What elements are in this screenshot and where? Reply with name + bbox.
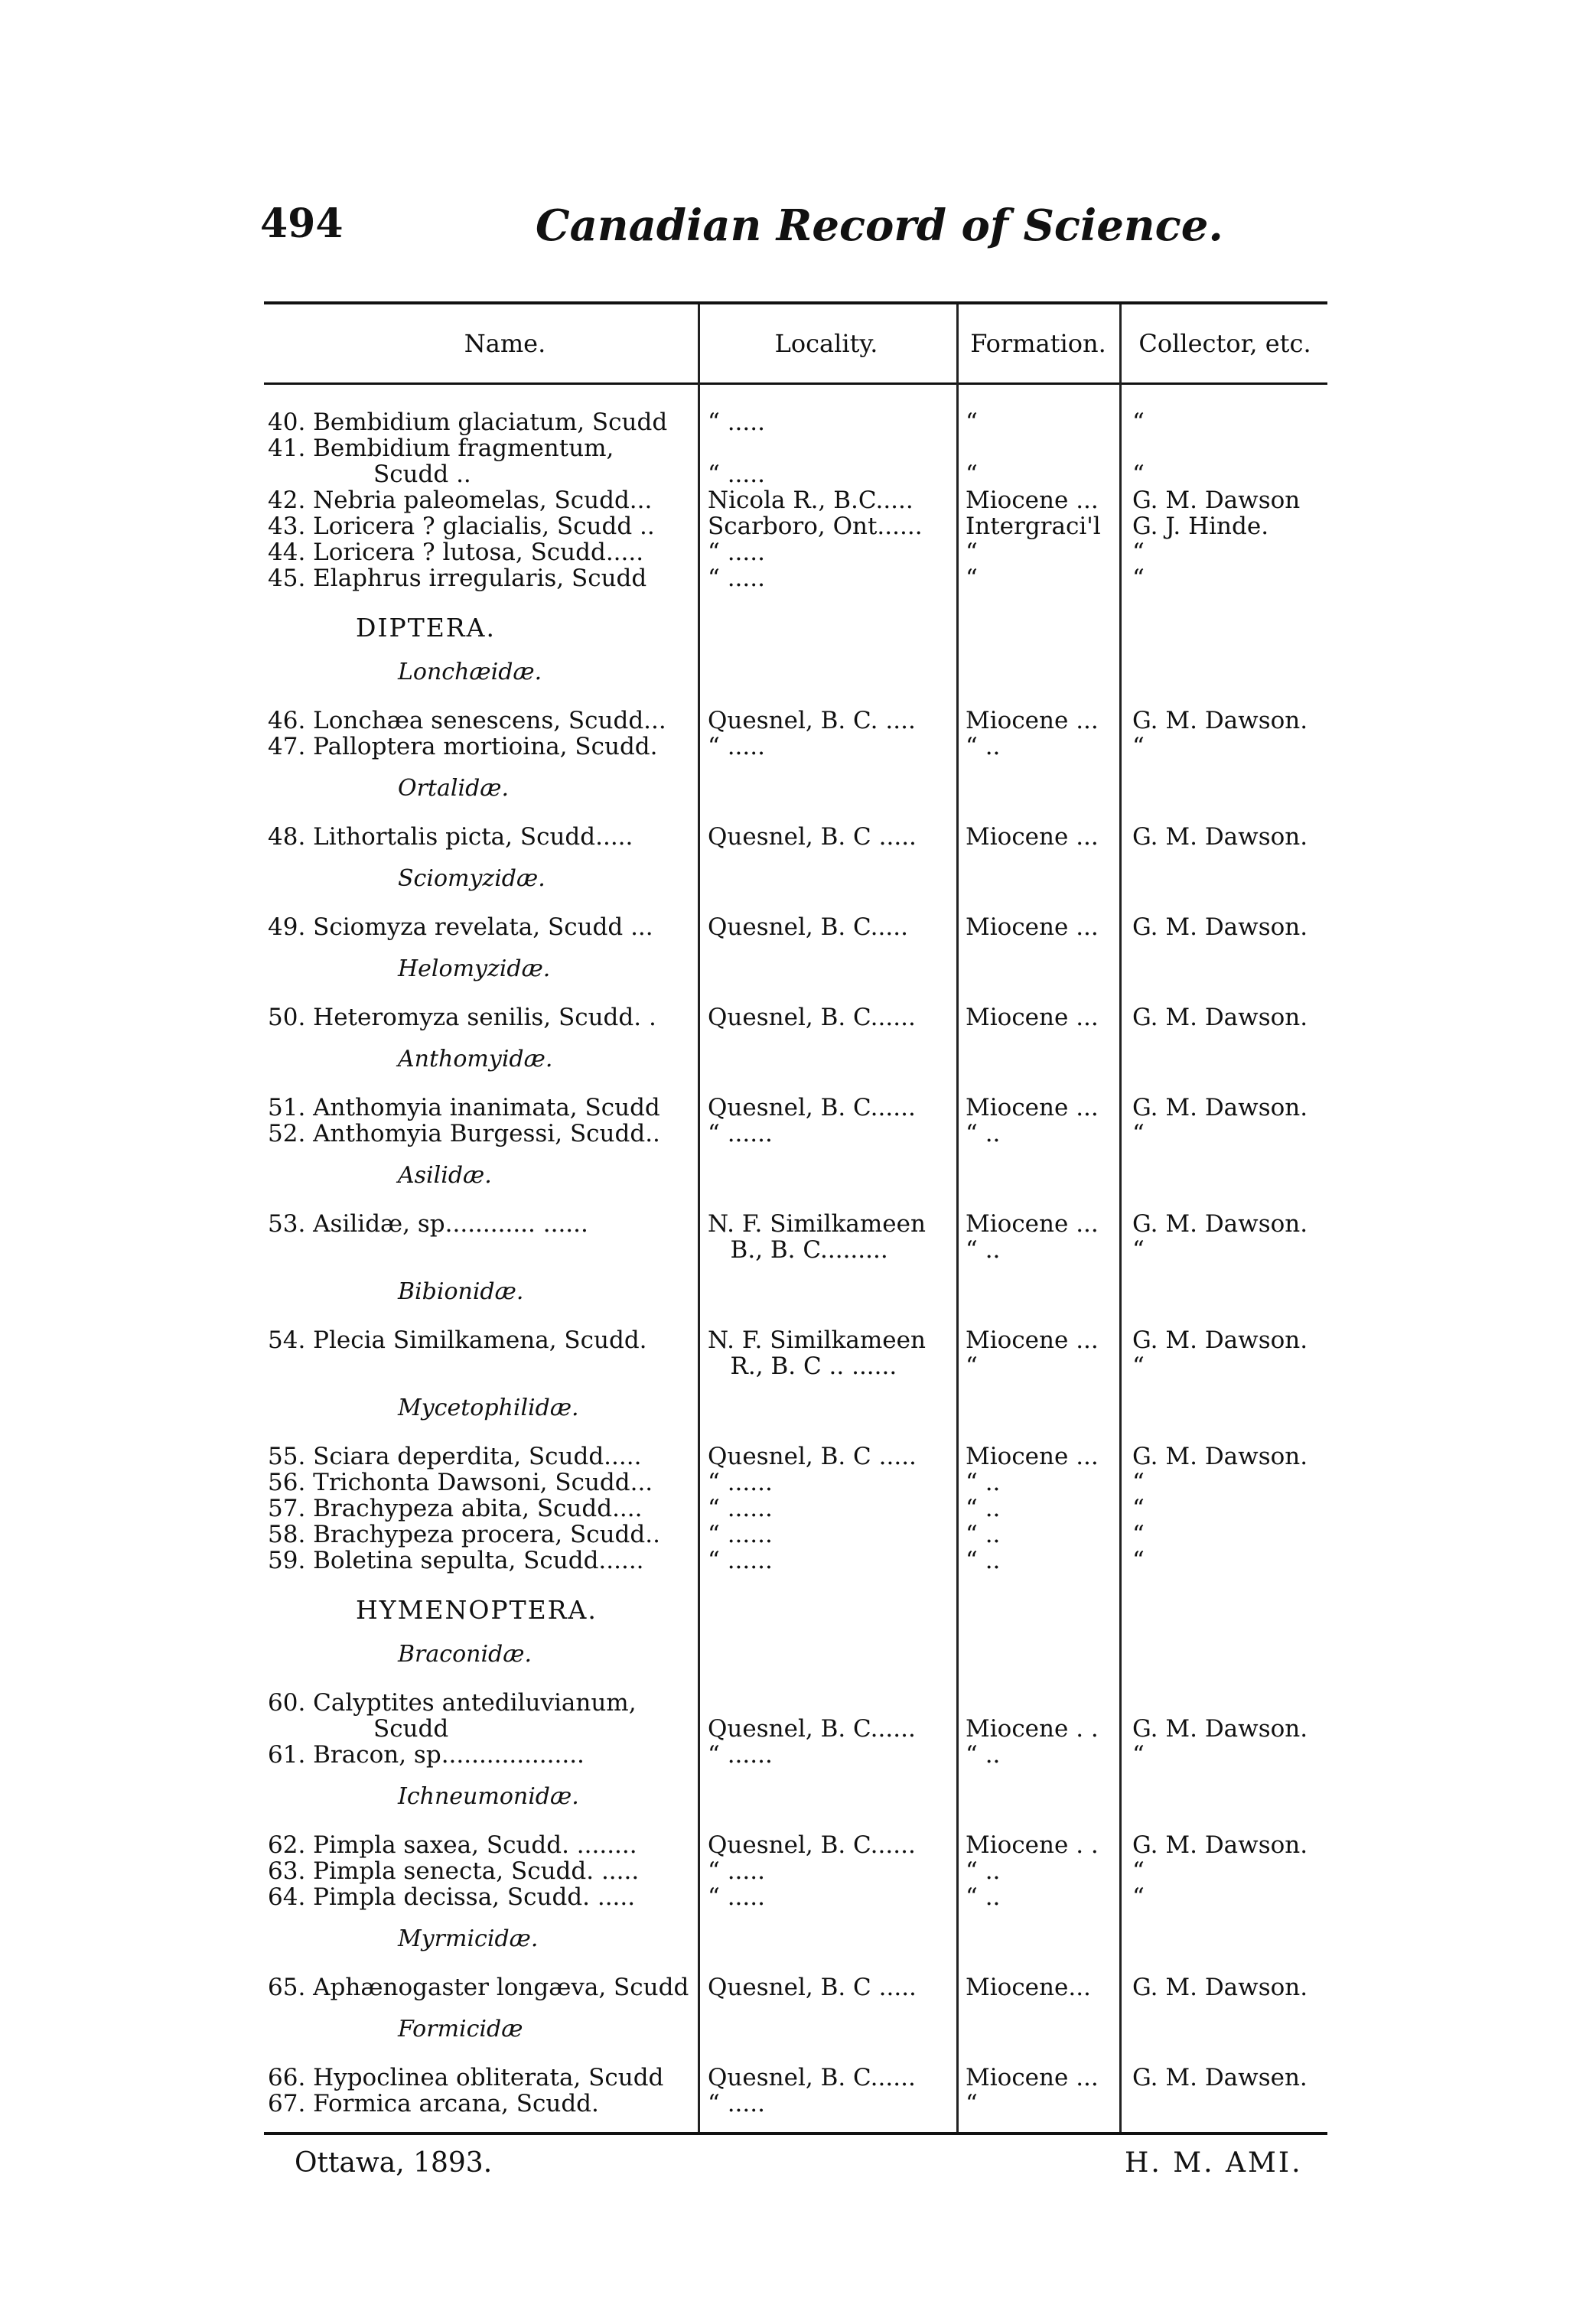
formation-cell: Miocene . . (966, 1715, 1099, 1743)
species-name-cell: 63. Pimpla senecta, Scudd. ..... (268, 1857, 640, 1885)
collector-cell: “ (1132, 408, 1145, 436)
formation-cell: Miocene ... (966, 2064, 1099, 2091)
locality-cell: Nicola R., B.C..... (708, 487, 913, 514)
collector-cell: “ (1132, 1521, 1145, 1548)
locality-cell: “ ...... (708, 1521, 773, 1548)
collector-cell: “ (1132, 1469, 1145, 1496)
formation-cell: “ .. (966, 1495, 1001, 1522)
locality-cell: Quesnel, B. C...... (708, 1715, 916, 1743)
formation-cell: Miocene ... (966, 707, 1099, 734)
locality-cell: “ ...... (708, 1547, 773, 1574)
collector-cell: “ (1132, 1236, 1145, 1264)
formation-cell: “ (966, 2090, 978, 2117)
column-header-name: Name. (464, 329, 546, 358)
family-heading: Ortalidæ. (398, 775, 510, 802)
formation-cell: “ .. (966, 1547, 1001, 1574)
locality-cell: “ ..... (708, 2090, 765, 2117)
species-name-cell: 67. Formica arcana, Scudd. (268, 2090, 599, 2117)
locality-cell: R., B. C .. ...... (708, 1352, 897, 1380)
collector-cell: G. M. Dawson. (1132, 1715, 1308, 1743)
formation-cell: “ (966, 408, 978, 436)
species-name-cell: 50. Heteromyza senilis, Scudd. . (268, 1004, 656, 1031)
formation-cell: Miocene ... (966, 1004, 1099, 1031)
collector-cell: G. M. Dawson. (1132, 707, 1308, 734)
collector-cell: “ (1132, 1495, 1145, 1522)
species-name-cell: 53. Asilidæ, sp............ ...... (268, 1210, 588, 1238)
collector-cell: “ (1132, 1883, 1145, 1911)
column-header-locality: Locality. (774, 329, 878, 358)
running-header (260, 200, 1331, 262)
collector-cell: G. J. Hinde. (1132, 513, 1269, 540)
species-name-cell: 57. Brachypeza abita, Scudd.... (268, 1495, 643, 1522)
species-name-cell: 60. Calyptites antediluvianum, (268, 1689, 637, 1717)
formation-cell: “ .. (966, 733, 1001, 760)
locality-cell: B., B. C......... (708, 1236, 888, 1264)
family-heading: Ichneumonidæ. (398, 1783, 579, 1810)
locality-cell: Quesnel, B. C...... (708, 1004, 916, 1031)
formation-cell: “ .. (966, 1120, 1001, 1147)
species-name-cell: 44. Loricera ? lutosa, Scudd..... (268, 539, 644, 566)
species-name-cell: 66. Hypoclinea obliterata, Scudd (268, 2064, 664, 2091)
locality-cell: Quesnel, B. C..... (708, 913, 908, 941)
locality-cell: “ ...... (708, 1741, 773, 1769)
formation-cell: Miocene ... (966, 487, 1099, 514)
species-name-cell: 40. Bembidium glaciatum, Scudd (268, 408, 668, 436)
locality-cell: Quesnel, B. C...... (708, 2064, 916, 2091)
family-heading: Mycetophilidæ. (398, 1395, 579, 1421)
formation-cell: “ (966, 1352, 978, 1380)
collector-cell: “ (1132, 1120, 1145, 1147)
formation-cell: “ .. (966, 1469, 1001, 1496)
locality-cell: “ ...... (708, 1120, 773, 1147)
formation-cell: Intergraci'l (966, 513, 1101, 540)
species-name-cell: 55. Sciara deperdita, Scudd..... (268, 1443, 642, 1470)
formation-cell: “ .. (966, 1857, 1001, 1885)
collector-cell: G. M. Dawson. (1132, 1831, 1308, 1859)
species-name-cell: 62. Pimpla saxea, Scudd. ........ (268, 1831, 637, 1859)
formation-cell: “ (966, 461, 978, 488)
formation-cell: “ .. (966, 1883, 1001, 1911)
family-heading: Formicidæ (398, 2016, 523, 2042)
locality-cell: “ ..... (708, 733, 765, 760)
formation-cell: “ (966, 539, 978, 566)
collector-cell: G. M. Dawson. (1132, 1974, 1308, 2001)
column-divider-3 (1119, 304, 1122, 2132)
collector-cell: G. M. Dawson. (1132, 913, 1308, 941)
formation-cell: Miocene ... (966, 913, 1099, 941)
locality-cell: N. F. Similkameen (708, 1326, 926, 1354)
collector-cell: G. M. Dawsen. (1132, 2064, 1308, 2091)
locality-cell: “ ..... (708, 408, 765, 436)
formation-cell: “ .. (966, 1521, 1001, 1548)
family-heading: Lonchæidæ. (398, 659, 542, 685)
column-divider-2 (956, 304, 959, 2132)
locality-cell: “ ...... (708, 1469, 773, 1496)
collector-cell: G. M. Dawson. (1132, 1094, 1308, 1121)
family-heading: Braconidæ. (398, 1641, 532, 1668)
table-bottom-rule (264, 2132, 1327, 2135)
locality-cell: Quesnel, B. C ..... (708, 1443, 917, 1470)
footer-author: H. M. AMI. (1125, 2147, 1303, 2179)
locality-cell: “ ..... (708, 1883, 765, 1911)
species-name-cell: 45. Elaphrus irregularis, Scudd (268, 565, 647, 592)
locality-cell: “ ..... (708, 461, 765, 488)
species-name-cell: 58. Brachypeza procera, Scudd.. (268, 1521, 660, 1548)
species-name-cell: 48. Lithortalis picta, Scudd..... (268, 823, 633, 851)
species-name-cell: 65. Aphænogaster longæva, Scudd (268, 1974, 689, 2001)
species-name-cell: 41. Bembidium fragmentum, (268, 435, 614, 462)
column-header-collector: Collector, etc. (1138, 329, 1311, 358)
collector-cell: “ (1132, 1741, 1145, 1769)
family-heading: Sciomyzidæ. (398, 865, 545, 892)
species-name-cell: 61. Bracon, sp................... (268, 1741, 585, 1769)
collector-cell: “ (1132, 1857, 1145, 1885)
locality-cell: “ ..... (708, 565, 765, 592)
species-name-cell: 59. Boletina sepulta, Scudd...... (268, 1547, 644, 1574)
species-name-cell: 51. Anthomyia inanimata, Scudd (268, 1094, 660, 1121)
order-heading: DIPTERA. (356, 613, 496, 643)
column-divider-1 (698, 304, 700, 2132)
collector-cell: G. M. Dawson. (1132, 823, 1308, 851)
species-name-cell: 42. Nebria paleomelas, Scudd... (268, 487, 653, 514)
family-heading: Asilidæ. (398, 1162, 492, 1189)
collector-cell: G. M. Dawson. (1132, 1443, 1308, 1470)
collector-cell: G. M. Dawson. (1132, 1326, 1308, 1354)
formation-cell: Miocene . . (966, 1831, 1099, 1859)
species-name-cell: Scudd .. (268, 461, 471, 488)
locality-cell: Quesnel, B. C...... (708, 1094, 916, 1121)
footer-place-date: Ottawa, 1893. (295, 2147, 493, 2179)
formation-cell: “ .. (966, 1236, 1001, 1264)
running-title: Canadian Record of Science. (536, 200, 1223, 251)
species-name-cell: 52. Anthomyia Burgessi, Scudd.. (268, 1120, 660, 1147)
locality-cell: Quesnel, B. C. .... (708, 707, 916, 734)
family-heading: Myrmicidæ. (398, 1925, 539, 1952)
locality-cell: “ ..... (708, 539, 765, 566)
column-header-formation: Formation. (970, 329, 1106, 358)
formation-cell: “ (966, 565, 978, 592)
collector-cell: “ (1132, 461, 1145, 488)
collector-cell: G. M. Dawson. (1132, 1004, 1308, 1031)
collector-cell: G. M. Dawson (1132, 487, 1301, 514)
species-name-cell: Scudd (268, 1715, 449, 1743)
table-header-rule (264, 382, 1327, 385)
page-number: 494 (260, 200, 344, 247)
formation-cell: “ .. (966, 1741, 1001, 1769)
formation-cell: Miocene ... (966, 1443, 1099, 1470)
species-name-cell: 64. Pimpla decissa, Scudd. ..... (268, 1883, 636, 1911)
collector-cell: G. M. Dawson. (1132, 1210, 1308, 1238)
species-name-cell: 46. Lonchæa senescens, Scudd... (268, 707, 666, 734)
species-name-cell: 56. Trichonta Dawsoni, Scudd... (268, 1469, 653, 1496)
formation-cell: Miocene ... (966, 823, 1099, 851)
species-name-cell: 49. Sciomyza revelata, Scudd ... (268, 913, 653, 941)
formation-cell: Miocene ... (966, 1210, 1099, 1238)
locality-cell: Quesnel, B. C ..... (708, 1974, 917, 2001)
collector-cell: “ (1132, 565, 1145, 592)
collector-cell: “ (1132, 539, 1145, 566)
collector-cell: “ (1132, 1547, 1145, 1574)
collector-cell: “ (1132, 1352, 1145, 1380)
family-heading: Anthomyidæ. (398, 1046, 553, 1072)
species-name-cell: 47. Palloptera mortioina, Scudd. (268, 733, 658, 760)
locality-cell: Quesnel, B. C...... (708, 1831, 916, 1859)
locality-cell: “ ...... (708, 1495, 773, 1522)
species-name-cell: 54. Plecia Similkamena, Scudd. (268, 1326, 647, 1354)
table-top-rule (264, 301, 1327, 304)
family-heading: Bibionidæ. (398, 1278, 524, 1305)
formation-cell: Miocene ... (966, 1326, 1099, 1354)
formation-cell: Miocene... (966, 1974, 1091, 2001)
collector-cell: “ (1132, 733, 1145, 760)
locality-cell: N. F. Similkameen (708, 1210, 926, 1238)
family-heading: Helomyzidæ. (398, 955, 551, 982)
formation-cell: Miocene ... (966, 1094, 1099, 1121)
locality-cell: “ ..... (708, 1857, 765, 1885)
locality-cell: Scarboro, Ont...... (708, 513, 923, 540)
locality-cell: Quesnel, B. C ..... (708, 823, 917, 851)
species-name-cell: 43. Loricera ? glacialis, Scudd .. (268, 513, 655, 540)
order-heading: HYMENOPTERA. (356, 1595, 598, 1625)
